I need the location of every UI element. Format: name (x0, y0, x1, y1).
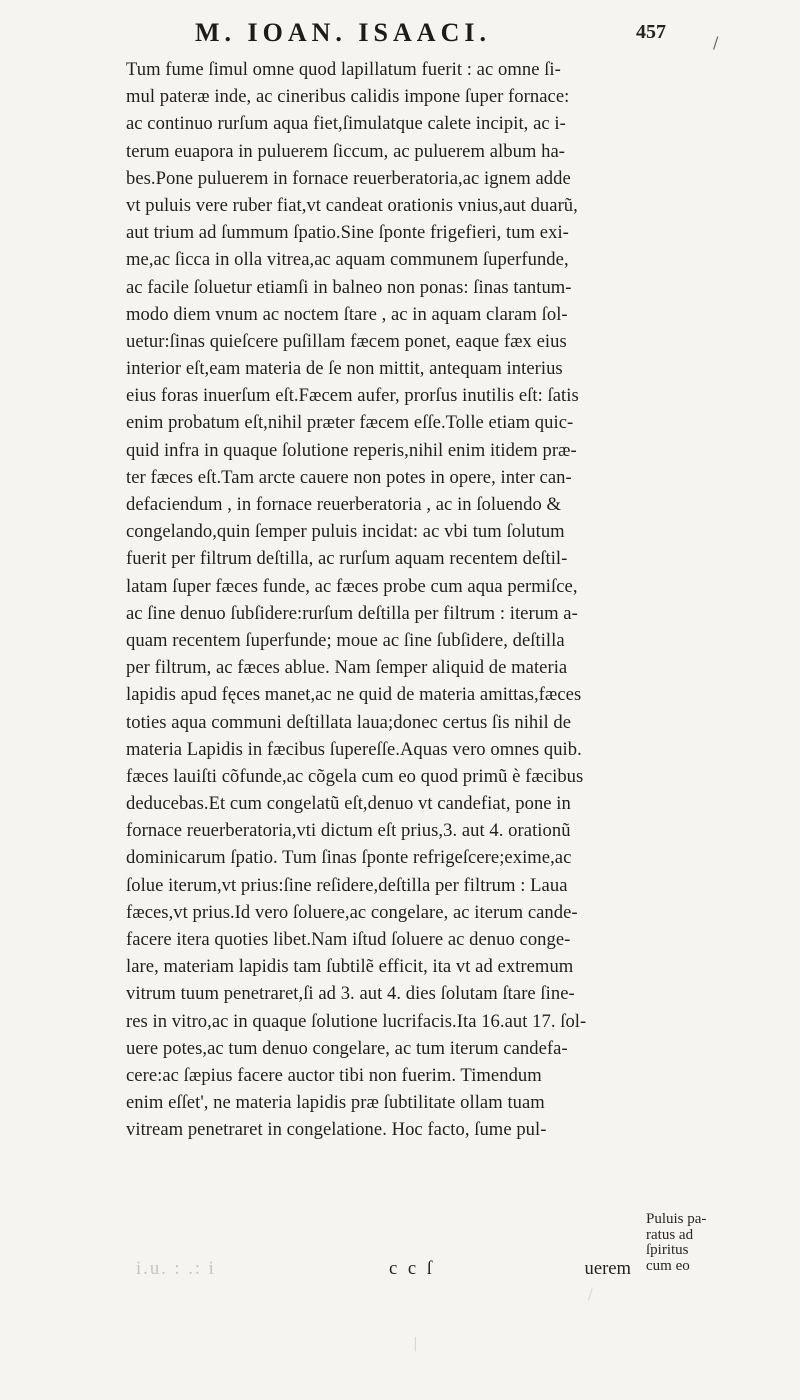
text-line: defaciendum , in fornace reuerberatoria , ac in ſoluendo & (126, 494, 562, 515)
margin-note-line: ſpiritus (646, 1242, 689, 1258)
text-line: Tum fume ſimul omne quod lapillatum fuerit : ac omne ſi- (126, 59, 561, 80)
text-line: quam recentem ſuperfunde; moue ac ſine ſubſidere, deſtilla (126, 629, 565, 651)
text-line: facere itera quoties libet.Nam iſtud ſoluere ac denuo conge- (126, 929, 571, 950)
text-line: congelando,quin ſemper puluis incidat: ac vbi tum ſolutum (126, 521, 565, 543)
text-line: fæces lauiſti cõfunde,ac cõgela cum eo quod primũ è fæcibus (126, 765, 584, 787)
text-line: terum euapora in puluerem ſiccum, ac puluerem album ha- (126, 140, 566, 162)
text-line: vitrum tuum penetraret,ſi ad 3. aut 4. dies ſolutam ſtare ſine- (126, 983, 575, 1005)
text-line: eius foras inuerſum eſt.Fæcem aufer, prorſus inutilis eſt: ſatis (126, 385, 579, 407)
text-line: deducebas.Et cum congelatũ eſt,denuo vt candefiat, pone in (126, 793, 571, 815)
body-text (126, 56, 631, 1144)
faint-footer-marks: i.u. : .: i (136, 1258, 216, 1279)
text-line: ac facile ſoluetur etiamſi in balneo non ponas: ſinas tantum- (126, 276, 572, 298)
text-line: uere potes,ac tum denuo congelare, ac tum iterum candefa- (126, 1037, 568, 1059)
text-line: quid infra in quaque ſolutione reperis,nihil enim itidem præ- (126, 439, 577, 461)
text-line: latam ſuper fæces funde, ac fæces probe cum aqua permiſce, (126, 575, 578, 597)
margin-note-line: Puluis pa- (646, 1211, 707, 1227)
running-head (0, 14, 800, 50)
text-line: ter fæces eſt.Tam arcte cauere non potes in opere, inter can- (126, 466, 572, 488)
page-mark: / (713, 33, 719, 52)
text-line: interior eſt,eam materia de ſe non mittit, antequam interius (126, 358, 563, 380)
margin-note (646, 1212, 716, 1274)
paper-mark: / (588, 1287, 593, 1303)
catchword: uerem (584, 1258, 631, 1279)
footer-catchline (126, 1258, 631, 1286)
text-line: fæces,vt prius.Id vero ſoluere,ac congelare, ac iterum cande- (126, 901, 578, 923)
margin-note-line: ratus ad (646, 1226, 694, 1243)
text-line: materia Lapidis in fæcibus ſupereſſe.Aquas vero omnes quib. (126, 738, 582, 760)
running-title: M. IOAN. ISAACI. (195, 18, 491, 47)
text-line: vt puluis vere ruber fiat,vt candeat orationis vnius,aut duarũ, (126, 194, 578, 216)
margin-note-line: cum eo (646, 1257, 690, 1274)
text-line: bes.Pone puluerem in fornace reuerberatoria,ac ignem adde (126, 167, 571, 189)
text-line: fornace reuerberatoria,vti dictum eſt prius,3. aut 4. orationũ (126, 820, 571, 842)
text-line: enim probatum eſt,nihil præter fæcem eſſe.Tolle etiam quic- (126, 412, 574, 434)
text-line: enim eſſet', ne materia lapidis præ ſubtilitate ollam tuam (126, 1092, 545, 1114)
text-line: ac ſine denuo ſubſidere:rurſum deſtilla per filtrum : iterum a- (126, 602, 578, 624)
text-line: res in vitro,ac in quaque ſolutione lucrifacis.Ita 16.aut 17. ſol- (126, 1010, 587, 1032)
text-line: ſolue iterum,vt prius:ſine reſidere,deſtilla per filtrum : Laua (126, 874, 568, 896)
text-line: mul pateræ inde, ac cineribus calidis impone ſuper fornace: (126, 86, 570, 108)
text-line: uetur:ſinas quieſcere puſillam fæcem ponet, eaque fæx eius (126, 330, 567, 352)
text-line: modo diem vnum ac noctem ſtare , ac in aquam claram ſol- (126, 303, 568, 325)
paper-mark: | (413, 1336, 418, 1352)
text-line: fuerit per filtrum deſtilla, ac rurſum aquam recentem deſtil- (126, 548, 568, 570)
text-line: toties aqua communi deſtillata laua;donec certus ſis nihil de (126, 711, 572, 733)
text-line: ac continuo rurſum aqua fiet,ſimulatque calete incipit, ac i- (126, 113, 566, 135)
text-line: cere:ac ſæpius facere auctor tibi non fuerim. Timendum (126, 1064, 542, 1086)
page-number: 457 (636, 21, 666, 43)
text-line: per filtrum, ac fæces ablue. Nam ſemper aliquid de materia (126, 657, 568, 679)
text-line: lapidis apud fęces manet,ac ne quid de materia amittas,fæces (126, 684, 582, 706)
text-line: dominicarum ſpatio. Tum ſinas ſponte refrigeſcere;exime,ac (126, 847, 572, 869)
text-line: lare, materiam lapidis tam ſubtilẽ efficit, ita vt ad extremum (126, 956, 574, 978)
text-line: vitream penetraret in congelatione. Hoc facto, ſume pul- (126, 1119, 547, 1141)
text-line: aut trium ad ſummum ſpatio.Sine ſponte frigefieri, tum exi- (126, 222, 569, 244)
text-line: me,ac ſicca in olla vitrea,ac aquam communem ſuperfunde, (126, 249, 569, 271)
signature-mark: c c ſ (389, 1258, 435, 1279)
